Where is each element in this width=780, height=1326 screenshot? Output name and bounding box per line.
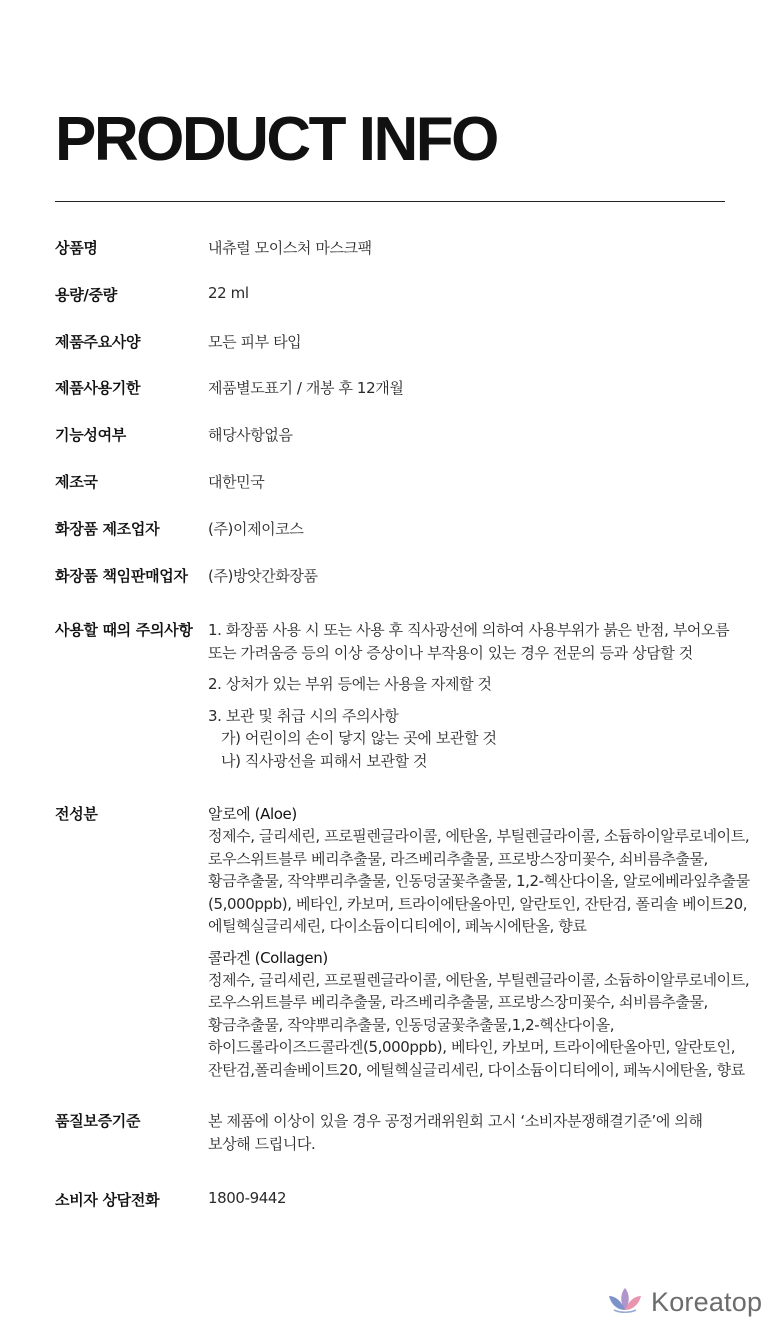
info-value: 모든 피부 타입 — [208, 333, 302, 351]
info-label: 사용할 때의 주의사항 — [55, 621, 193, 639]
info-value: (주)방앗간화장품 — [208, 567, 318, 585]
info-value: 해당사항없음 — [208, 426, 293, 444]
info-value: 대한민국 — [208, 473, 265, 491]
ingredient-line: 에틸헥실글리세린, 다이소듐이디티에이, 페녹시에탄올, 향료 — [208, 917, 587, 935]
info-label: 화장품 책임판매업자 — [55, 567, 188, 585]
ingredient-line: 정제수, 글리세린, 프로필렌글라이콜, 에탄올, 부틸렌글라이콜, 소듐하이알루로네이트, — [208, 970, 750, 989]
caution-item — [208, 619, 748, 664]
info-label: 제품사용기한 — [55, 379, 141, 397]
info-value — [208, 1110, 748, 1155]
ingredient-line: 로우스위트블루 베리추출물, 라즈베리추출물, 프로방스장미꽃수, 쇠비름추출물, — [208, 849, 708, 868]
ingredient-group-list — [208, 969, 748, 1082]
ingredient-line: 황금추출물, 작약뿌리추출물, 인동덩굴꽃추출물,1,2-헥산다이올, — [208, 1015, 615, 1034]
caution-text: 또는 가려움증 등의 이상 증상이나 부작용이 있는 경우 전문의 등과 상담할 것 — [208, 643, 693, 662]
quality-text: 보상해 드립니다. — [208, 1134, 316, 1153]
ingredient-line: 잔탄검,폴리솔베이트20, 에틸헥실글리세린, 다이소듐이디티에이, 페녹시에탄올, 향료 — [208, 1060, 745, 1079]
info-label: 품질보증기준 — [55, 1112, 141, 1130]
ingredient-line: 로우스위트블루 베리추출물, 라즈베리추출물, 프로방스장미꽃수, 쇠비름추출물, — [208, 993, 708, 1011]
info-label: 전성분 — [55, 805, 98, 823]
lotus-icon — [606, 1285, 644, 1319]
caution-item — [208, 705, 748, 773]
ingredient-group-list — [208, 825, 748, 938]
quality-text: 본 제품에 이상이 있을 경우 공정거래위원회 고시 ‘소비자분쟁해결기준’에 의해 — [208, 1112, 703, 1130]
info-value: (주)이제이코스 — [208, 520, 304, 538]
ingredient-group-title: 콜라겐 (Collagen) — [208, 948, 328, 967]
info-label: 제조국 — [55, 473, 98, 491]
ingredient-line: 정제수, 글리세린, 프로필렌글라이콜, 에탄올, 부틸렌글라이콜, 소듐하이알루로네이트, — [208, 827, 750, 845]
phone-number: 1800-9442 — [208, 1189, 287, 1207]
caution-text: 2. 상처가 있는 부위 등에는 사용을 자제할 것 — [208, 675, 492, 693]
info-label: 상품명 — [55, 239, 98, 257]
caution-subtext: 나) 직사광선을 피해서 보관할 것 — [221, 751, 428, 770]
info-value: 제품별도표기 / 개봉 후 12개월 — [208, 379, 404, 397]
caution-subtext: 가) 어린이의 손이 닿지 않는 곳에 보관할 것 — [221, 729, 497, 747]
page-title: PRODUCT INFO — [55, 105, 497, 174]
info-label: 제품주요사양 — [55, 333, 141, 351]
ingredients-block — [208, 803, 748, 1090]
caution-list — [208, 619, 748, 781]
ingredient-group-title: 알로에 (Aloe) — [208, 805, 297, 823]
ingredient-line: 하이드롤라이즈드콜라겐(5,000ppb), 베타인, 카보머, 트라이에탄올아민, 알란토인, — [208, 1038, 736, 1056]
ingredient-line: (5,000ppb), 베타인, 카보머, 트라이에탄올아민, 알란토인, 잔탄검, 폴리솔 베이트20, — [208, 894, 748, 913]
caution-item — [208, 673, 748, 696]
info-label: 화장품 제조업자 — [55, 520, 160, 538]
info-value: 내츄럴 모이스처 마스크팩 — [208, 239, 372, 257]
title-divider — [55, 201, 725, 202]
info-value: 22 ml — [208, 284, 249, 302]
info-label: 용량/중량 — [55, 286, 117, 304]
info-label: 소비자 상담전화 — [55, 1191, 160, 1209]
info-label: 기능성여부 — [55, 426, 126, 444]
ingredient-line: 황금추출물, 작약뿌리추출물, 인동덩굴꽃추출물, 1,2-헥산다이올, 알로에베라잎추출물 — [208, 872, 750, 890]
caution-text: 3. 보관 및 취급 시의 주의사항 — [208, 706, 399, 725]
brand-name: Koreatop — [651, 1286, 763, 1317]
brand-logo — [606, 1282, 762, 1322]
caution-text: 1. 화장품 사용 시 또는 사용 후 직사광선에 의하여 사용부위가 붉은 반점, 부어오름 — [208, 621, 730, 639]
